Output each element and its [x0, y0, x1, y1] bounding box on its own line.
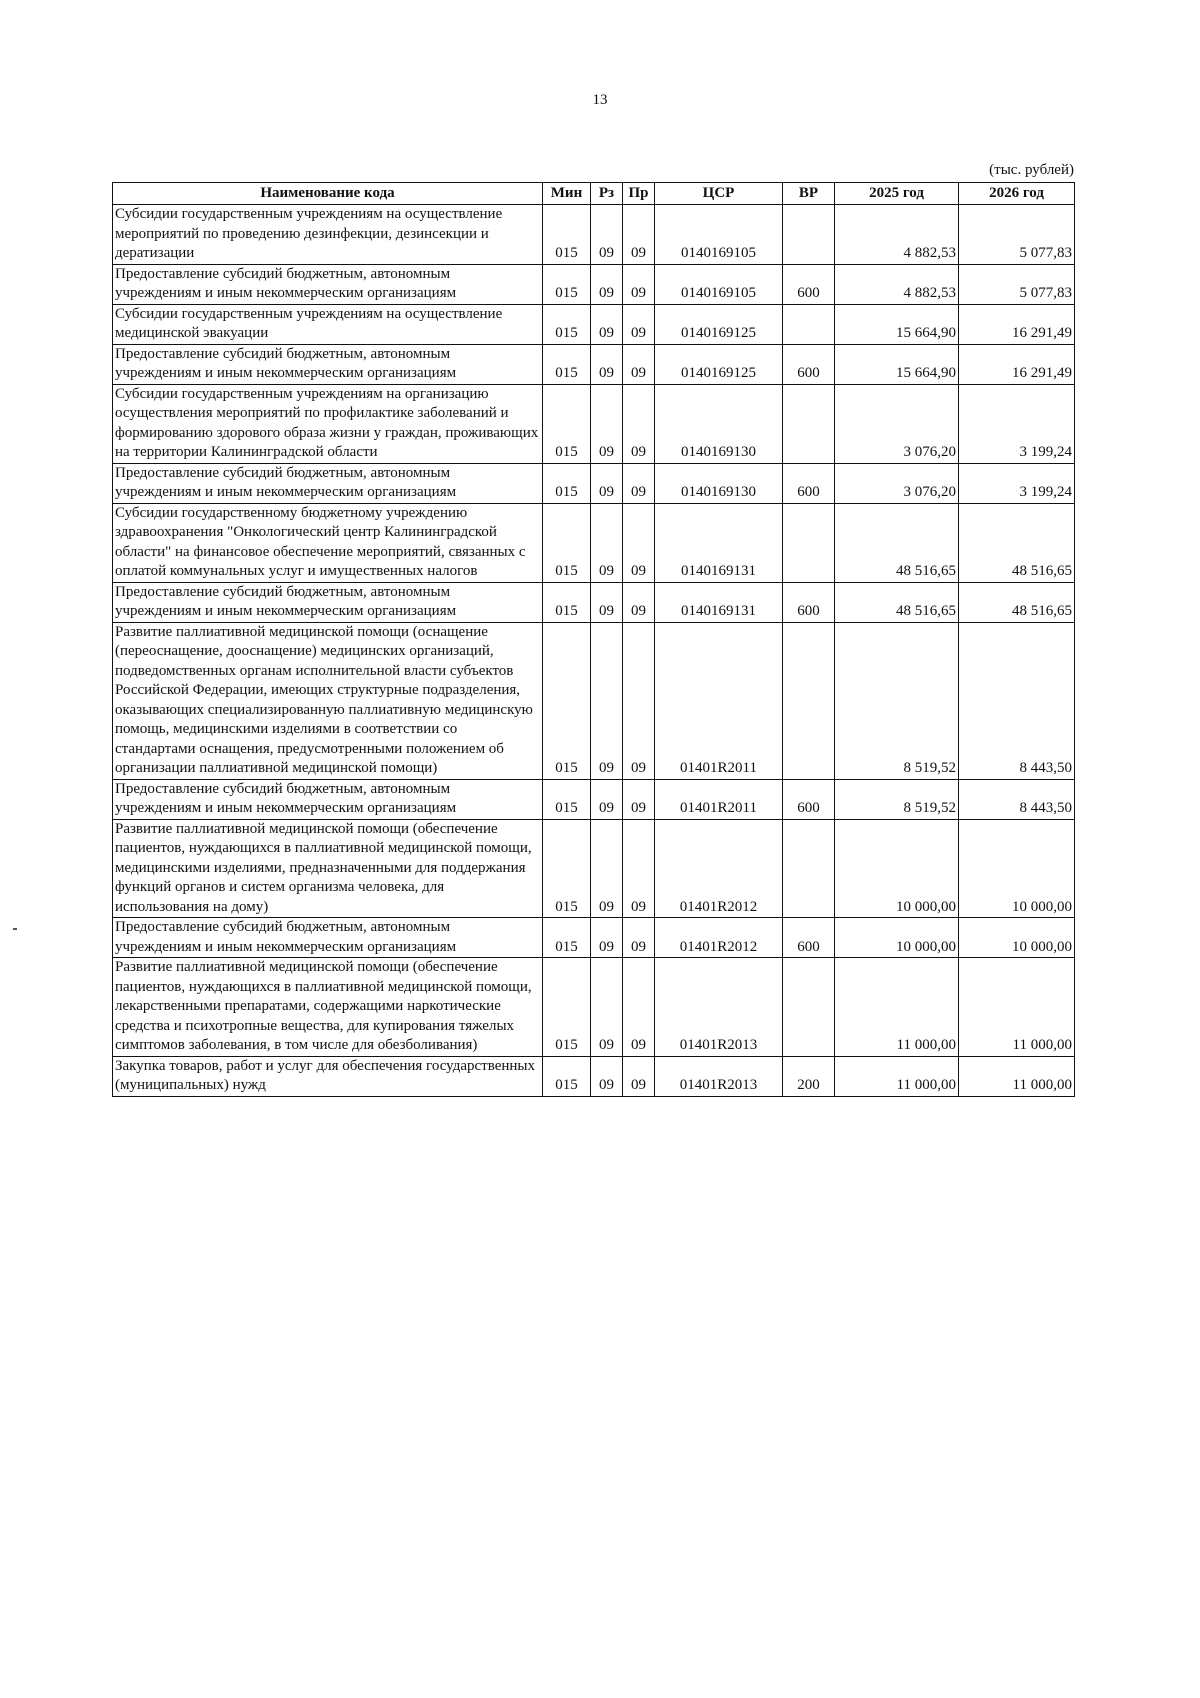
- cell-min: 015: [543, 264, 591, 304]
- cell-name: Субсидии государственному бюджетному учреждению здравоохранения "Онкологический центр Калининградской области" на финансовое обеспечение мероприятий, связанных с оплатой коммунальных услуг и имущественных налогов: [113, 503, 543, 582]
- cell-rz: 09: [591, 264, 623, 304]
- cell-pr: 09: [623, 344, 655, 384]
- cell-pr: 09: [623, 958, 655, 1057]
- cell-csr: 01401R2011: [655, 779, 783, 819]
- cell-2026: 10 000,00: [959, 819, 1075, 918]
- cell-name: Предоставление субсидий бюджетным, автономным учреждениям и иным некоммерческим организациям: [113, 463, 543, 503]
- cell-rz: 09: [591, 918, 623, 958]
- cell-rz: 09: [591, 779, 623, 819]
- cell-2025: 11 000,00: [835, 1056, 959, 1096]
- cell-name: Предоставление субсидий бюджетным, автономным учреждениям и иным некоммерческим организациям: [113, 918, 543, 958]
- cell-csr: 0140169131: [655, 503, 783, 582]
- cell-rz: 09: [591, 958, 623, 1057]
- table-row: [113, 463, 1075, 503]
- cell-2025: 11 000,00: [835, 958, 959, 1057]
- cell-2025: 3 076,20: [835, 463, 959, 503]
- cell-min: 015: [543, 304, 591, 344]
- cell-min: 015: [543, 384, 591, 463]
- cell-vr: [783, 819, 835, 918]
- table-row: [113, 344, 1075, 384]
- cell-csr: 0140169125: [655, 344, 783, 384]
- cell-2026: 16 291,49: [959, 344, 1075, 384]
- cell-pr: 09: [623, 463, 655, 503]
- cell-2025: 4 882,53: [835, 264, 959, 304]
- cell-pr: 09: [623, 384, 655, 463]
- header-2026: 2026 год: [959, 183, 1075, 205]
- cell-pr: 09: [623, 1056, 655, 1096]
- cell-rz: 09: [591, 1056, 623, 1096]
- cell-vr: 600: [783, 463, 835, 503]
- header-pr: Пр: [623, 183, 655, 205]
- cell-csr: 01401R2012: [655, 918, 783, 958]
- cell-pr: 09: [623, 622, 655, 779]
- cell-2025: 15 664,90: [835, 304, 959, 344]
- cell-rz: 09: [591, 205, 623, 265]
- cell-rz: 09: [591, 344, 623, 384]
- cell-name: Предоставление субсидий бюджетным, автономным учреждениям и иным некоммерческим организациям: [113, 582, 543, 622]
- cell-vr: 600: [783, 264, 835, 304]
- scan-mark: [13, 928, 17, 930]
- cell-2025: 3 076,20: [835, 384, 959, 463]
- cell-min: 015: [543, 958, 591, 1057]
- table-row: [113, 958, 1075, 1057]
- header-rz: Рз: [591, 183, 623, 205]
- header-2025: 2025 год: [835, 183, 959, 205]
- cell-rz: 09: [591, 819, 623, 918]
- cell-csr: 01401R2013: [655, 1056, 783, 1096]
- cell-rz: 09: [591, 304, 623, 344]
- cell-2025: 15 664,90: [835, 344, 959, 384]
- table-row: [113, 205, 1075, 265]
- cell-min: 015: [543, 503, 591, 582]
- cell-pr: 09: [623, 582, 655, 622]
- header-csr: ЦСР: [655, 183, 783, 205]
- cell-2025: 8 519,52: [835, 779, 959, 819]
- cell-rz: 09: [591, 582, 623, 622]
- cell-min: 015: [543, 622, 591, 779]
- cell-vr: [783, 958, 835, 1057]
- cell-2026: 16 291,49: [959, 304, 1075, 344]
- cell-2026: 5 077,83: [959, 264, 1075, 304]
- units-label: (тыс. рублей): [989, 162, 1074, 178]
- table-row: [113, 503, 1075, 582]
- cell-name: Развитие паллиативной медицинской помощи (обеспечение пациентов, нуждающихся в паллиативной медицинской помощи, лекарственными препаратами, содержащими наркотические средства и психотропные вещества, для купирования тяжелых симптомов заболевания, в том числе для обезболивания): [113, 958, 543, 1057]
- table-row: [113, 384, 1075, 463]
- table-row: [113, 622, 1075, 779]
- cell-2025: 10 000,00: [835, 918, 959, 958]
- cell-rz: 09: [591, 503, 623, 582]
- cell-2026: 8 443,50: [959, 622, 1075, 779]
- cell-name: Предоставление субсидий бюджетным, автономным учреждениям и иным некоммерческим организациям: [113, 779, 543, 819]
- header-name: Наименование кода: [113, 183, 543, 205]
- cell-pr: 09: [623, 264, 655, 304]
- cell-min: 015: [543, 205, 591, 265]
- cell-vr: 600: [783, 344, 835, 384]
- cell-rz: 09: [591, 463, 623, 503]
- cell-2026: 10 000,00: [959, 918, 1075, 958]
- cell-2026: 48 516,65: [959, 503, 1075, 582]
- cell-vr: 600: [783, 779, 835, 819]
- cell-vr: [783, 304, 835, 344]
- cell-csr: 01401R2013: [655, 958, 783, 1057]
- cell-name: Развитие паллиативной медицинской помощи (оснащение (переоснащение, дооснащение) медицинских организаций, подведомственных органам исполнительной власти субъектов Российской Федерации, имеющих структурные подразделения, оказывающих специализированную паллиативную медицинскую помощь, медицинскими изделиями в соответствии со стандартами оснащения, предусмотренными положением об организации паллиативной медицинской помощи): [113, 622, 543, 779]
- cell-csr: 0140169125: [655, 304, 783, 344]
- cell-min: 015: [543, 918, 591, 958]
- cell-min: 015: [543, 819, 591, 918]
- budget-table: [112, 182, 1075, 1097]
- cell-csr: 01401R2011: [655, 622, 783, 779]
- cell-2025: 8 519,52: [835, 622, 959, 779]
- cell-vr: [783, 503, 835, 582]
- cell-2026: 8 443,50: [959, 779, 1075, 819]
- cell-name: Закупка товаров, работ и услуг для обеспечения государственных (муниципальных) нужд: [113, 1056, 543, 1096]
- cell-csr: 0140169131: [655, 582, 783, 622]
- cell-name: Предоставление субсидий бюджетным, автономным учреждениям и иным некоммерческим организациям: [113, 264, 543, 304]
- table-row: [113, 819, 1075, 918]
- cell-pr: 09: [623, 918, 655, 958]
- cell-vr: [783, 384, 835, 463]
- cell-name: Развитие паллиативной медицинской помощи (обеспечение пациентов, нуждающихся в паллиативной медицинской помощи, медицинскими изделиями, предназначенными для поддержания функций органов и систем организма человека, для использования на дому): [113, 819, 543, 918]
- table-row: [113, 304, 1075, 344]
- cell-2025: 48 516,65: [835, 582, 959, 622]
- cell-vr: 200: [783, 1056, 835, 1096]
- cell-rz: 09: [591, 384, 623, 463]
- cell-vr: 600: [783, 918, 835, 958]
- cell-csr: 01401R2012: [655, 819, 783, 918]
- cell-2026: 3 199,24: [959, 384, 1075, 463]
- cell-csr: 0140169105: [655, 205, 783, 265]
- cell-rz: 09: [591, 622, 623, 779]
- cell-min: 015: [543, 582, 591, 622]
- cell-2026: 11 000,00: [959, 958, 1075, 1057]
- header-min: Мин: [543, 183, 591, 205]
- cell-vr: 600: [783, 582, 835, 622]
- cell-pr: 09: [623, 503, 655, 582]
- cell-min: 015: [543, 463, 591, 503]
- cell-name: Субсидии государственным учреждениям на осуществление мероприятий по проведению дезинфекции, дезинсекции и дератизации: [113, 205, 543, 265]
- table-row: [113, 582, 1075, 622]
- table-row: [113, 1056, 1075, 1096]
- cell-name: Субсидии государственным учреждениям на осуществление медицинской эвакуации: [113, 304, 543, 344]
- header-row: [113, 183, 1075, 205]
- table-row: [113, 779, 1075, 819]
- cell-2026: 3 199,24: [959, 463, 1075, 503]
- cell-2025: 10 000,00: [835, 819, 959, 918]
- cell-pr: 09: [623, 779, 655, 819]
- cell-min: 015: [543, 344, 591, 384]
- cell-min: 015: [543, 1056, 591, 1096]
- cell-vr: [783, 205, 835, 265]
- cell-min: 015: [543, 779, 591, 819]
- cell-2025: 48 516,65: [835, 503, 959, 582]
- cell-csr: 0140169130: [655, 463, 783, 503]
- cell-vr: [783, 622, 835, 779]
- cell-2026: 48 516,65: [959, 582, 1075, 622]
- cell-pr: 09: [623, 304, 655, 344]
- cell-2025: 4 882,53: [835, 205, 959, 265]
- cell-csr: 0140169105: [655, 264, 783, 304]
- cell-name: Предоставление субсидий бюджетным, автономным учреждениям и иным некоммерческим организациям: [113, 344, 543, 384]
- page-number: 13: [592, 92, 608, 108]
- cell-name: Субсидии государственным учреждениям на организацию осуществления мероприятий по профилактике заболеваний и формированию здорового образа жизни у граждан, проживающих на территории Калининградской области: [113, 384, 543, 463]
- header-vr: ВР: [783, 183, 835, 205]
- cell-2026: 5 077,83: [959, 205, 1075, 265]
- table-row: [113, 264, 1075, 304]
- cell-csr: 0140169130: [655, 384, 783, 463]
- table-row: [113, 918, 1075, 958]
- cell-pr: 09: [623, 205, 655, 265]
- cell-2026: 11 000,00: [959, 1056, 1075, 1096]
- cell-pr: 09: [623, 819, 655, 918]
